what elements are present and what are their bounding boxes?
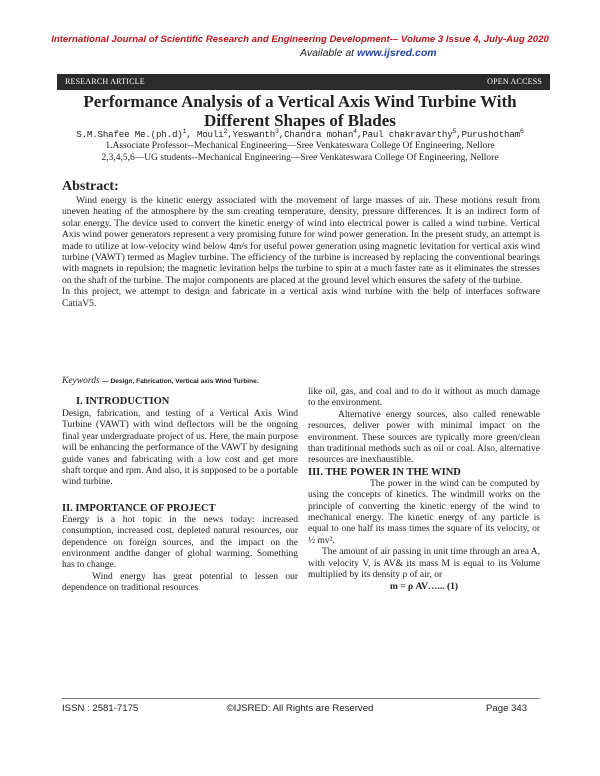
section-1-text: Design, fabrication, and testing of a Vertical Axis Wind Turbine (VAWT) with wind deflectors will be the ongoing final year undergraduate project of us. Here, the main purpose will be enhancing the performance of the VAWT by designing guide vanes and fabricating with a low cost and get more shaft torque and rpm. And also, it is supposed to be a portable wind turbine. bbox=[62, 409, 298, 488]
author-separator: , bbox=[186, 129, 197, 141]
abstract-heading: Abstract: bbox=[62, 179, 119, 194]
section-3-paragraph-1: The power in the wind can be computed by using the concepts of kinetics. The windmill works on the principle of converting the kinetic energy of the wind to mechanical energy. The kinetic energy of any particle is equal to one half its mass times the square of its velocity, or ½ mv². bbox=[308, 478, 540, 546]
section-1-heading: I. INTRODUCTION bbox=[76, 396, 170, 407]
author-separator: , bbox=[356, 129, 363, 141]
author-separator: , bbox=[278, 129, 285, 141]
author-1: S.M.Shafee Me.(ph.d) bbox=[76, 129, 183, 141]
author-5-index: 5 bbox=[452, 128, 457, 135]
footer-copyright: ©IJSRED: All Rights are Reserved bbox=[226, 703, 374, 714]
author-5: Paul chakravarthy bbox=[362, 129, 453, 141]
right-column bbox=[308, 387, 540, 593]
keywords-label: Keywords bbox=[62, 376, 100, 386]
keywords-line bbox=[62, 376, 259, 386]
paper-title bbox=[40, 92, 560, 130]
author-1-index: 1 bbox=[182, 128, 187, 135]
author-3-index: 3 bbox=[275, 128, 279, 135]
author-3: Yeswanth bbox=[232, 129, 276, 141]
available-prefix: Available at bbox=[300, 47, 355, 59]
right-paragraph-1: like oil, gas, and coal and to do it without as much damage to the environment. bbox=[308, 387, 540, 409]
author-separator: , bbox=[227, 129, 233, 141]
title-line-1: Performance Analysis of a Vertical Axis Wind Turbine With bbox=[83, 92, 517, 111]
section-2-heading: II. IMPORTANCE OF PROJECT bbox=[62, 502, 216, 514]
left-column bbox=[62, 396, 298, 595]
section-3-heading: III. THE POWER IN THE WIND bbox=[308, 466, 461, 478]
footer-issn: ISSN : 2581-7175 bbox=[62, 703, 139, 714]
availability-line bbox=[300, 47, 437, 59]
author-list bbox=[40, 128, 560, 140]
affiliation-1: 1.Associate Professor--Mechanical Engineering—Sree Venkateswara College Of Engineering, Nellore bbox=[105, 141, 495, 151]
abstract-body bbox=[62, 195, 540, 309]
title-line-2: Different Shapes of Blades bbox=[204, 111, 396, 130]
author-4: Chandra mohan bbox=[284, 129, 354, 141]
article-banner bbox=[57, 74, 550, 90]
section-3-paragraph-2: The amount of air passing in unit time through an area A, with velocity V, is AV& its mass M is equal to its Volume multiplied by its density ρ of air, or bbox=[308, 547, 540, 581]
author-separator: , bbox=[456, 129, 462, 141]
keywords-text: — Design, Fabrication, Vertical axis Wind Turbine. bbox=[102, 378, 259, 385]
access-type-label: OPEN ACCESS bbox=[487, 77, 542, 86]
footer-divider bbox=[62, 698, 540, 699]
abstract-paragraph-2: In this project, we attempt to design and fabricate in a vertical axis wind turbine with the help of interfaces software CatiaV5. bbox=[62, 286, 540, 309]
author-2: Mouli bbox=[196, 129, 224, 141]
author-4-index: 4 bbox=[353, 128, 357, 135]
section-2-paragraph-1: Energy is a hot topic in the news today: increased consumption, increased cost, depleted natural resources, our dependence on foreign sources, and the impact on the environment andthe danger of global warming. Something has to change. bbox=[62, 514, 298, 571]
author-2-index: 2 bbox=[223, 128, 228, 135]
article-type-label: RESEARCH ARTICLE bbox=[65, 77, 145, 86]
abstract-paragraph-1: Wind energy is the kinetic energy associated with the movement of large masses of air. These motions result from uneven heating of the atmosphere by the sun creating temperature, density, pressure differences. It is an indirect form of solar energy. The device used to convert the kinetic energy of wind into electrical power is called a wind turbine. Vertical Axis wind power generators represent a very promising future for wind power generation. In the present study, an attempt is made to utilize at low-velocity wind below 4m/s for useful power generation using magnetic levitation for vertical axis wind turbine (VAWT) termed as Maglev turbine. The efficiency of the turbine is increased by replacing the conventional bearings with magnets in repulsion; the magnetic levitation helps the turbine to spin at a much faster rate as it eliminates the stresses on the shaft of the turbine. The major components are placed at the ground level which ensures the safety of the turbine. bbox=[62, 195, 540, 286]
author-6-index: 6 bbox=[520, 128, 524, 135]
affiliation-2: 2,3,4,5,6—UG students--Mechanical Engineering—Sree Venkateswara College Of Engineering, Nellore bbox=[101, 153, 499, 163]
section-2-paragraph-2: Wind energy has great potential to lessen our dependence on traditional resources bbox=[62, 571, 298, 594]
journal-url-link[interactable]: www.ijsred.com bbox=[357, 47, 437, 59]
journal-header: International Journal of Scientific Research and Engineering Development-– Volume 3 Issue 4, July-Aug 2020 bbox=[51, 34, 549, 45]
footer-page-number: Page 343 bbox=[486, 703, 528, 714]
right-paragraph-2: Alternative energy sources, also called renewable resources, deliver power with minimal impact on the environment. These sources are typically more green/clean than traditional methods such as oil or coal. Also, alternative resources are inexhaustible. bbox=[308, 409, 540, 466]
author-6: Purushotham bbox=[461, 129, 520, 141]
equation-1: m = ρ AV…... (1) bbox=[389, 581, 459, 592]
